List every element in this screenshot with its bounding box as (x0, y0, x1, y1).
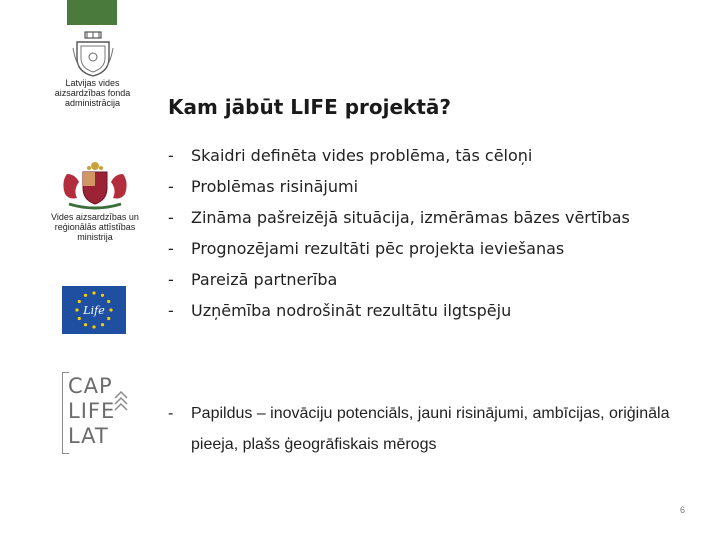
bullet-dash: - (168, 239, 174, 258)
bullet-item (168, 171, 688, 202)
varam-logo (40, 160, 150, 242)
extra-note (168, 398, 691, 460)
bullet-dash: - (168, 146, 174, 165)
varam-logo-text: Vides aizsardzības un reģionālās attīstības ministrija (51, 212, 139, 242)
bullet-item (168, 264, 688, 295)
slide-title: Kam jābūt LIFE projektā? (168, 95, 451, 119)
bullet-dash: - (168, 405, 174, 422)
bullet-item (168, 140, 688, 171)
coat-of-arms-icon (55, 160, 135, 212)
bullet-text: Pareizā partnerība (191, 270, 338, 289)
bullet-text: Uzņēmība nodrošināt rezultātu ilgtspēju (191, 301, 512, 320)
lvafa-logo-text: Latvijas vides aizsardzības fonda administrācija (54, 78, 131, 108)
bullet-dash: - (168, 301, 174, 320)
eu-flag-icon (62, 286, 126, 334)
chevron-up-icon (114, 390, 128, 414)
bullet-item (168, 202, 688, 233)
bullet-dash: - (168, 270, 174, 289)
extra-note-text: Papildus – inovāciju potenciāls, jauni risinājumi, ambīcijas, oriģināla pieeja, plašs ģeogrāfiskais mērogs (191, 405, 670, 453)
lvafa-logo (40, 30, 145, 108)
bullet-item (168, 295, 688, 326)
eu-life-logo (62, 286, 126, 334)
bullet-list (168, 140, 688, 326)
cap-logo-line-3: LAT (68, 424, 109, 448)
coat-of-arms-icon (71, 30, 115, 78)
bullet-dash: - (168, 177, 174, 196)
bullet-dash: - (168, 208, 174, 227)
cap-logo-line-1: CAP (68, 374, 113, 398)
bullet-text: Problēmas risinājumi (191, 177, 359, 196)
bullet-text: Prognozējami rezultāti pēc projekta ieviešanas (191, 239, 565, 258)
cap-life-lat-logo (62, 372, 132, 457)
cap-logo-line-2: LIFE (68, 399, 116, 423)
life-logo-label: Life (83, 304, 105, 317)
page-number: 6 (680, 505, 686, 515)
green-header-block (67, 0, 117, 25)
bullet-text: Skaidri definēta vides problēma, tās cēloņi (191, 146, 533, 165)
bullet-item (168, 233, 688, 264)
bullet-text: Zināma pašreizējā situācija, izmērāmas bāzes vērtības (191, 208, 630, 227)
